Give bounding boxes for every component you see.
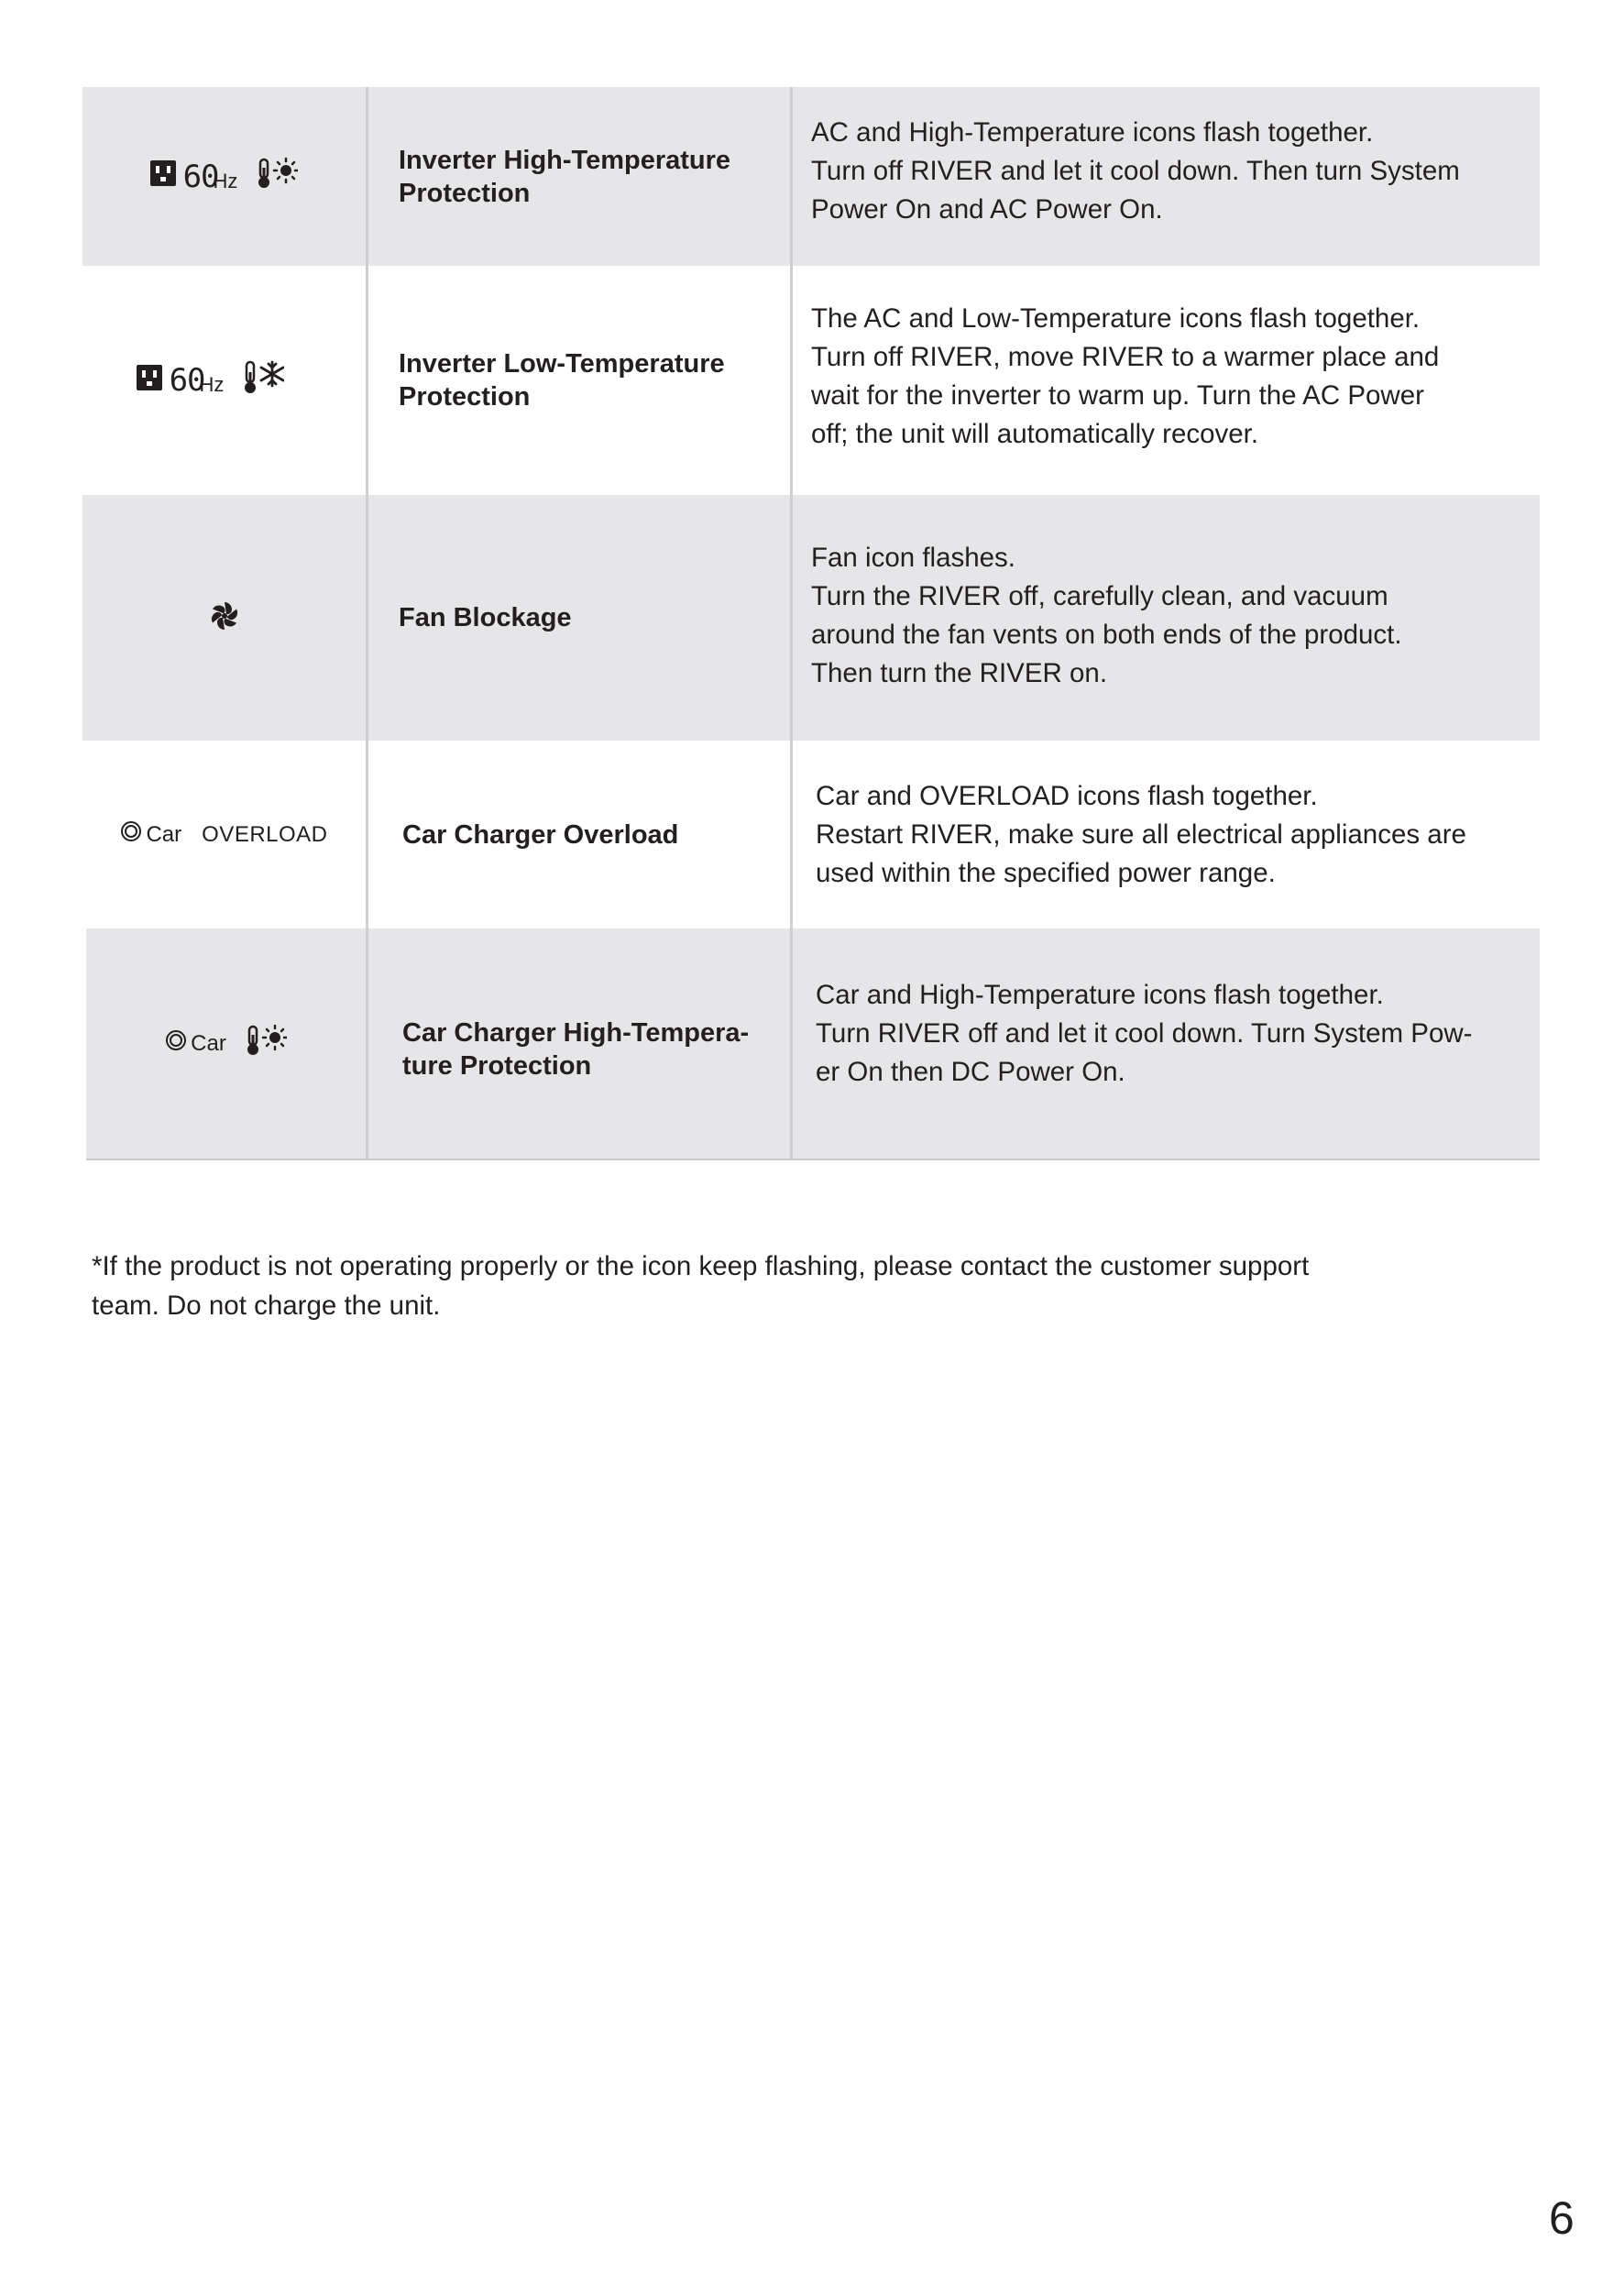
table-row [86,928,1540,1160]
description-cell: The AC and Low-Temperature icons flash together. Turn off RIVER, move RIVER to a warmer place and wait for the inverter to warm up. Turn the AC Power off; the unit will automatically recover. [811,303,1440,449]
frequency-readout: 60 Hz [169,362,225,399]
high-temperature-icon [245,1024,287,1063]
table-row [82,87,1540,266]
page-number: 6 [1549,2192,1575,2244]
high-temperature-icon [256,157,298,196]
description-cell: AC and High-Temperature icons flash together. Turn off RIVER and let it cool down. Then turn System Power On and AC Power On. [811,116,1460,225]
icon-cell [82,266,368,495]
fan-icon [207,599,242,638]
ac-outlet-icon [137,365,162,397]
icon-cell [86,928,368,1159]
ac-outlet-icon [150,160,176,192]
title-cell: Car Charger High-Tempera- ture Protection [368,928,793,1159]
car-port-icon [165,1029,187,1058]
description-cell: Fan icon flashes. Turn the RIVER off, carefully clean, and vacuum around the fan vents on both ends of the product. Then turn the RIVER on. [811,543,1402,688]
troubleshooting-table [82,87,1540,1160]
description-cell: Car and OVERLOAD icons flash together. Restart RIVER, make sure all electrical appliances are used within the specified power range. [816,780,1466,888]
icon-group: Car [165,1024,287,1063]
icon-cell [82,741,368,928]
title-cell: Inverter High-Temperature Protection [368,87,793,266]
table-row [82,495,1540,741]
icon-group [150,157,299,196]
icon-cell [82,87,368,266]
table-row [82,266,1540,495]
table-row [82,741,1540,928]
title-cell: Car Charger Overload [368,741,793,928]
icon-cell [82,495,368,741]
icon-group [137,359,285,402]
car-port-icon [120,820,142,849]
description-cell: Car and High-Temperature icons flash together. Turn RIVER off and let it cool down. Turn System Pow- er On then DC Power On. [816,979,1473,1087]
icon-group: Car OVERLOAD [120,820,327,849]
title-cell: Inverter Low-Temperature Protection [368,266,793,495]
low-temperature-icon [242,359,284,402]
frequency-readout: 60 Hz [182,158,238,195]
footnote: *If the product is not operating properly or the icon keep flashing, please contact the customer support team. Do not charge the unit. [92,1251,1310,1321]
title-cell: Fan Blockage [368,495,793,741]
